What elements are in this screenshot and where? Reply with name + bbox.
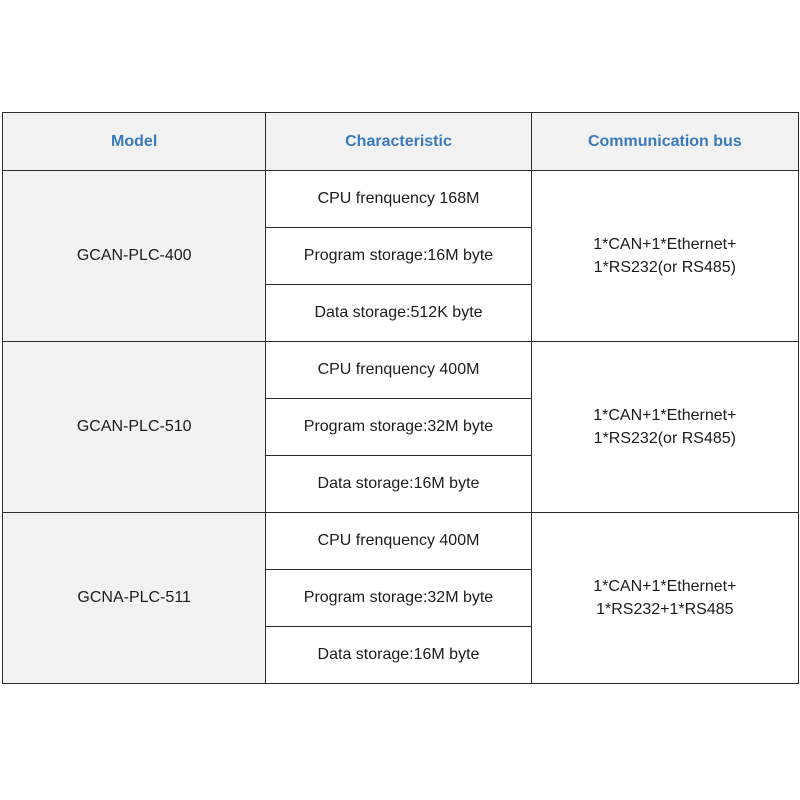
bus-line: 1*CAN+1*Ethernet+ <box>593 236 737 253</box>
table-row <box>3 342 799 399</box>
characteristic-cell: CPU frenquency 400M <box>266 513 531 570</box>
characteristic-cell: CPU frenquency 400M <box>266 342 531 399</box>
bus-line: 1*CAN+1*Ethernet+ <box>593 578 737 595</box>
header-row <box>3 113 799 171</box>
characteristic-cell: Data storage:16M byte <box>266 456 531 513</box>
model-cell: GCNA-PLC-511 <box>3 513 266 684</box>
bus-line: 1*RS232(or RS485) <box>593 259 736 276</box>
communication-bus-cell <box>531 171 798 342</box>
bus-line: 1*RS232(or RS485) <box>593 430 736 447</box>
table-row <box>3 513 799 570</box>
communication-bus-cell <box>531 342 798 513</box>
bus-line: 1*CAN+1*Ethernet+ <box>593 407 737 424</box>
table-row <box>3 171 799 228</box>
characteristic-cell: CPU frenquency 168M <box>266 171 531 228</box>
spec-table <box>2 112 799 684</box>
header-characteristic: Characteristic <box>266 113 531 171</box>
characteristic-cell: Program storage:16M byte <box>266 228 531 285</box>
characteristic-cell: Data storage:16M byte <box>266 627 531 684</box>
model-cell: GCAN-PLC-400 <box>3 171 266 342</box>
characteristic-cell: Program storage:32M byte <box>266 570 531 627</box>
model-cell: GCAN-PLC-510 <box>3 342 266 513</box>
bus-line: 1*RS232+1*RS485 <box>596 601 734 618</box>
communication-bus-cell <box>531 513 798 684</box>
characteristic-cell: Program storage:32M byte <box>266 399 531 456</box>
characteristic-cell: Data storage:512K byte <box>266 285 531 342</box>
header-model: Model <box>3 113 266 171</box>
header-communication-bus: Communication bus <box>531 113 798 171</box>
